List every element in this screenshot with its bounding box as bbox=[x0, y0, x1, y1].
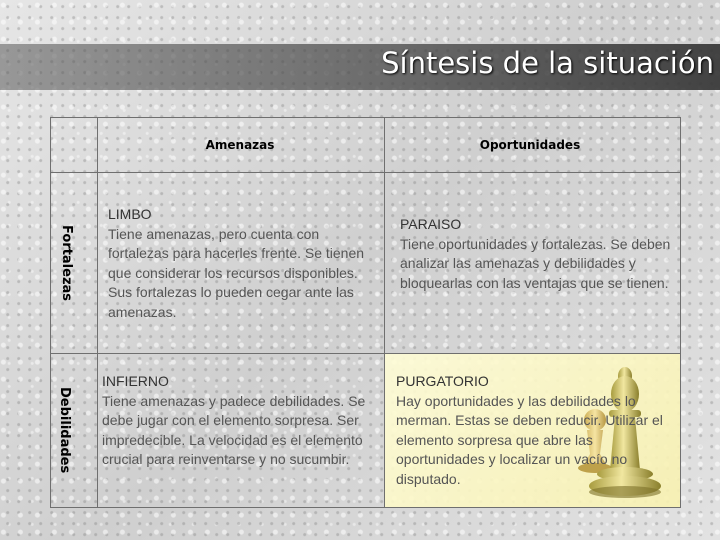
cell-paraiso-text: Tiene oportunidades y fortalezas. Se deben analizar las amenazas y debilidades y bloquearlas con las ventajas que se tienen. bbox=[400, 235, 671, 291]
col-header-oportunidades: Oportunidades bbox=[479, 138, 581, 152]
cell-paraiso-name: PARAISO bbox=[400, 216, 462, 232]
grid-top-line bbox=[50, 117, 681, 118]
cell-paraiso bbox=[400, 215, 672, 293]
row-header-debilidades: Debilidades bbox=[57, 387, 72, 474]
grid-center-line bbox=[384, 117, 385, 508]
cell-limbo bbox=[108, 205, 380, 322]
cell-limbo-name: LIMBO bbox=[108, 206, 152, 222]
col-header-amenazas: Amenazas bbox=[205, 138, 275, 152]
grid-header-line bbox=[50, 172, 681, 173]
grid-left-line bbox=[50, 117, 51, 508]
cell-infierno-name: INFIERNO bbox=[102, 373, 169, 389]
cell-infierno-text: Tiene amenazas y padece debilidades. Se debe jugar con el elemento sorpresa. Ser impredecible. La velocidad es el elemento crucial para reinventarse y no sucumbir. bbox=[102, 392, 366, 467]
cell-limbo-text: Tiene amenazas, pero cuenta con fortalezas para hacerles frente. Se tienen que considerar los recursos disponibles. Sus fortalezas lo pueden cegar ante las amenazas. bbox=[108, 225, 365, 320]
cell-purgatorio bbox=[396, 372, 672, 489]
cell-purgatorio-name: PURGATORIO bbox=[396, 373, 489, 389]
row-header-fortalezas: Fortalezas bbox=[59, 225, 74, 302]
title-bar bbox=[0, 44, 720, 90]
slide-title: Síntesis de la situación bbox=[381, 46, 714, 80]
grid-right-line bbox=[680, 117, 681, 508]
cell-purgatorio-text: Hay oportunidades y las debilidades lo merman. Estas se deben reducir. Utilizar el elemento sorpresa que abre las oportunidades y localizar un vacío no disputado. bbox=[396, 392, 663, 487]
grid-middle-line bbox=[50, 353, 681, 354]
grid-bottom-line bbox=[50, 507, 681, 508]
cell-infierno bbox=[102, 372, 384, 470]
grid-rowhead-line bbox=[97, 117, 98, 508]
